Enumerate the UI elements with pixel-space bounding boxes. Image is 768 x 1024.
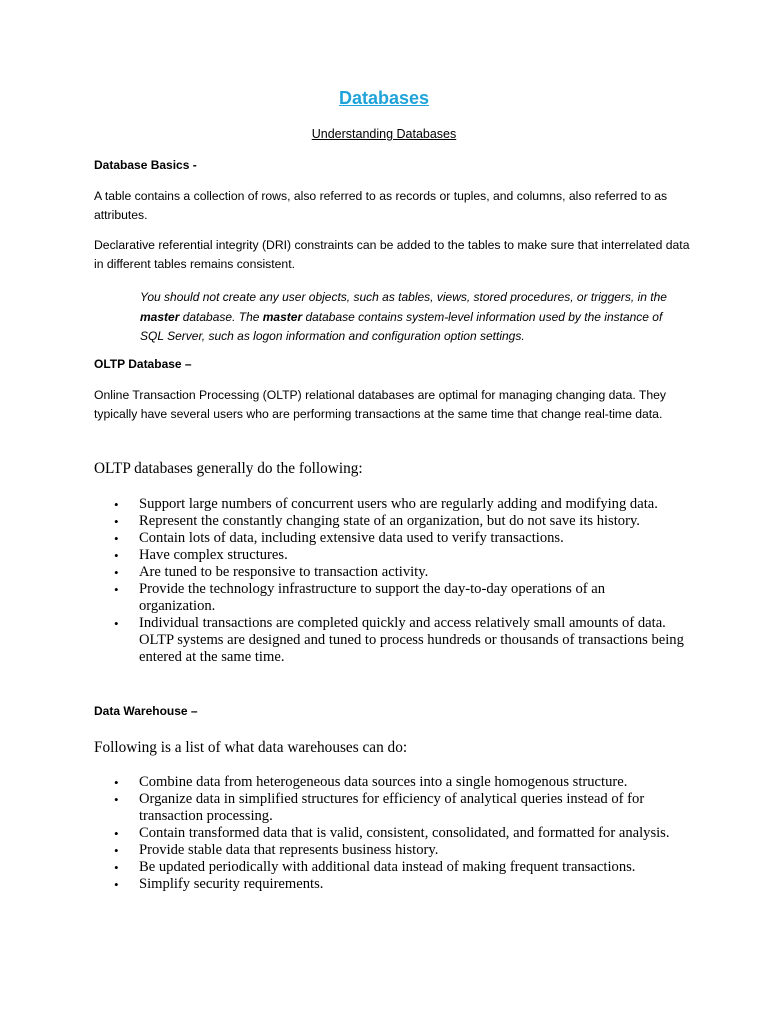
oltp-list-item-text: Are tuned to be responsive to transaction activity.	[139, 564, 429, 580]
note-text-part2: database. The	[179, 309, 263, 324]
bullet-icon: •	[114, 582, 119, 597]
warehouse-list-item	[94, 825, 684, 842]
bullet-icon: •	[114, 775, 119, 790]
bullet-icon: •	[114, 548, 119, 563]
paragraph-oltp-definition: Online Transaction Processing (OLTP) relational databases are optimal for managing changing data. They typically have several users who are performing transactions at the same time that change real-time data.	[94, 388, 667, 421]
bullet-icon: •	[114, 497, 119, 512]
oltp-list-intro: OLTP databases generally do the following:	[94, 460, 363, 477]
section-heading-data-warehouse: Data Warehouse –	[94, 704, 198, 718]
note-emphasis-master-1: master	[140, 309, 180, 324]
section-heading-oltp-database: OLTP Database –	[94, 357, 192, 371]
section-heading-database-basics: Database Basics -	[94, 158, 197, 172]
bullet-icon: •	[114, 826, 119, 841]
warehouse-list-item-text: Be updated periodically with additional data instead of making frequent transactions.	[139, 859, 636, 875]
oltp-list-item-text: Represent the constantly changing state of an organization, but do not save its history.	[139, 513, 640, 529]
bullet-icon: •	[114, 877, 119, 892]
bullet-icon: •	[114, 860, 119, 875]
oltp-list-item-text: Have complex structures.	[139, 547, 288, 563]
oltp-list-item-text: Individual transactions are completed quickly and access relatively small amounts of data. OLTP systems are designed and tuned to process hundreds or thousands of transactions being entered at the same time.	[139, 615, 684, 665]
oltp-list-item-text: Contain lots of data, including extensive data used to verify transactions.	[139, 530, 564, 546]
warehouse-list-item-text: Contain transformed data that is valid, consistent, consolidated, and formatted for analysis.	[139, 825, 670, 841]
oltp-feature-list	[94, 496, 684, 666]
paragraph-table-definition: A table contains a collection of rows, also referred to as records or tuples, and columns, also referred to as attributes.	[94, 189, 668, 222]
oltp-list-item	[94, 496, 684, 513]
oltp-list-item	[94, 547, 684, 564]
page-subtitle: Understanding Databases	[311, 127, 457, 141]
warehouse-list-item	[94, 859, 684, 876]
warehouse-list-item	[94, 876, 684, 893]
warehouse-list-item-text: Simplify security requirements.	[139, 876, 324, 892]
warehouse-list-item-text: Combine data from heterogeneous data sources into a single homogenous structure.	[139, 774, 628, 790]
bullet-icon: •	[114, 843, 119, 858]
oltp-list-item	[94, 615, 684, 666]
note-text-part1: You should not create any user objects, such as tables, views, stored procedures, or triggers, in the	[140, 290, 667, 304]
note-emphasis-master-2: master	[262, 309, 303, 324]
oltp-list-item	[94, 530, 684, 547]
oltp-list-item	[94, 513, 684, 530]
bullet-icon: •	[114, 792, 119, 807]
note-master-database	[140, 288, 680, 347]
warehouse-feature-list	[94, 774, 684, 893]
bullet-icon: •	[114, 514, 119, 529]
warehouse-list-item	[94, 842, 684, 859]
warehouse-list-item-text: Organize data in simplified structures for efficiency of analytical queries instead of for transaction processing.	[139, 791, 645, 824]
warehouse-list-intro: Following is a list of what data warehouses can do:	[94, 739, 408, 756]
bullet-icon: •	[114, 616, 119, 631]
page-title: Databases	[338, 88, 430, 108]
oltp-list-item-text: Support large numbers of concurrent users who are regularly adding and modifying data.	[139, 496, 658, 512]
bullet-icon: •	[114, 531, 119, 546]
warehouse-list-item	[94, 791, 684, 825]
oltp-list-item-text: Provide the technology infrastructure to support the day-to-day operations of an organization.	[139, 581, 606, 614]
oltp-list-item	[94, 564, 684, 581]
warehouse-list-item	[94, 774, 684, 791]
oltp-list-item	[94, 581, 684, 615]
warehouse-list-item-text: Provide stable data that represents business history.	[139, 842, 439, 858]
bullet-icon: •	[114, 565, 119, 580]
note-text-part3: database contains system-level information used by the instance of SQL Server, such as logon information and configuration option settings.	[140, 309, 663, 343]
paragraph-dri-constraints: Declarative referential integrity (DRI) constraints can be added to the tables to make sure that interrelated data in different tables remains consistent.	[94, 238, 690, 271]
